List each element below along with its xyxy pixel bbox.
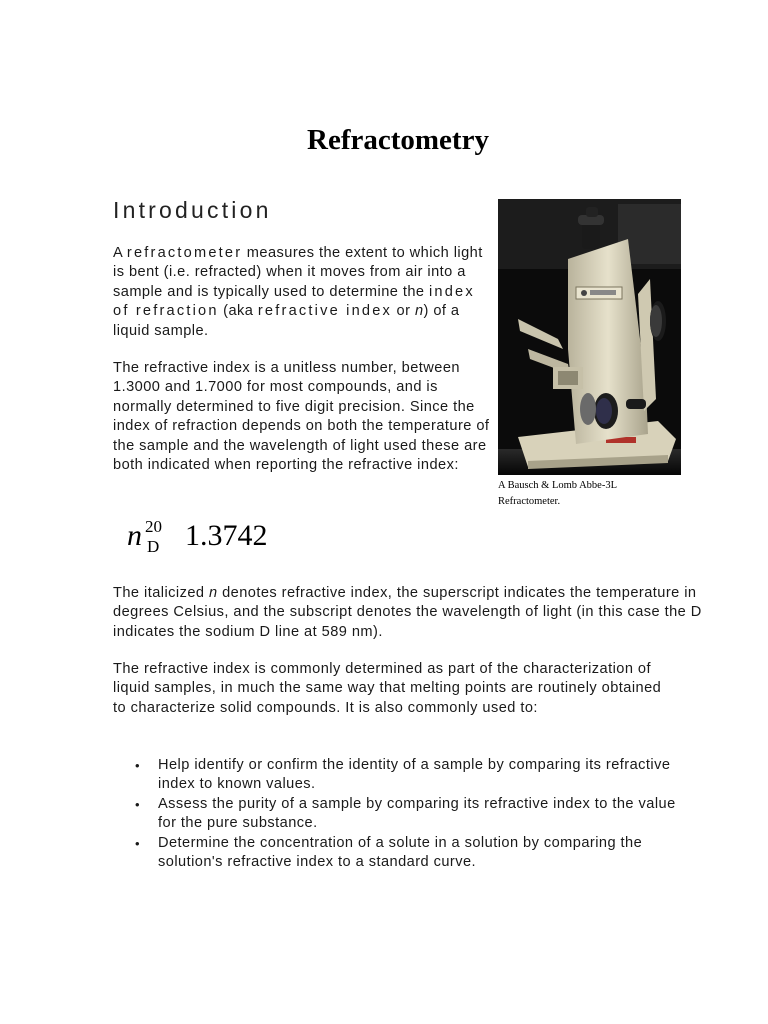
term-refractive-index: refractive index <box>257 303 393 320</box>
notation-text-2: denotes refractive index, the superscript indicates the temperature in degrees Celsius, and the subscript denotes the wavelength of light (in this case the D indicates the sodium D line at 589 nm). <box>113 585 702 640</box>
intro-text-5: ) of a liquid sample. <box>113 303 460 339</box>
bullet-icon: • <box>135 796 141 812</box>
refractive-index-formula <box>127 519 327 569</box>
refractometer-photo <box>498 199 681 475</box>
formula-value: 1.3742 <box>185 519 268 552</box>
notation-paragraph <box>113 584 703 642</box>
formula-temperature: 20 <box>145 517 162 536</box>
uses-list <box>113 756 693 872</box>
term-index-of-refraction: index of refraction <box>113 283 475 320</box>
figure-caption <box>498 478 688 510</box>
caption-line-2: Refractometer. <box>498 496 561 507</box>
intro-text-1: A <box>113 245 127 261</box>
intro-paragraph <box>113 244 493 341</box>
intro-text-3: (aka <box>218 303 258 320</box>
bullet-icon: • <box>135 758 141 773</box>
list-item-text: Determine the concentration of a solute in a solution by comparing the solution's refractive index to a standard curve. <box>158 834 643 871</box>
italic-n: n <box>414 303 424 320</box>
intro-text-4: or <box>392 303 415 320</box>
notation-text-1: The italicized <box>113 585 209 601</box>
section-heading: Introduction <box>113 197 272 223</box>
bullet-icon: • <box>135 835 141 851</box>
refractometer-illustration <box>498 199 681 475</box>
page-title: Refractometry <box>307 124 489 156</box>
italic-n: n <box>208 585 218 601</box>
intro-text-2: measures the extent to which light is bent (i.e. refracted) when it moves from air into a sample and is typically used to determine the <box>113 245 483 300</box>
uses-intro-paragraph: The refractive index is commonly determined as part of the characterization of liquid samples, in much the same way that melting points are routinely obtained to characterize solid compounds. It is also commonly used to: <box>113 661 662 716</box>
list-item <box>113 795 693 834</box>
list-item <box>113 834 693 873</box>
list-item <box>113 756 693 795</box>
list-item-text: Assess the purity of a sample by comparing its refractive index to the value for the pure substance. <box>158 795 676 832</box>
caption-line-1: A Bausch & Lomb Abbe-3L <box>498 480 617 491</box>
formula-wavelength: D <box>147 537 160 556</box>
list-item-text: Help identify or confirm the identity of a sample by comparing its refractive index to known values. <box>158 757 671 793</box>
refractive-index-paragraph: The refractive index is a unitless number, between 1.3000 and 1.7000 for most compounds, and is normally determined to five digit precision. Since the index of refraction depends on both the temperature of the sample and the wavelength of light used these are both indicated when reporting the refractive index: <box>113 360 490 474</box>
term-refractometer: refractometer <box>126 245 243 261</box>
formula-symbol: n <box>127 519 142 552</box>
